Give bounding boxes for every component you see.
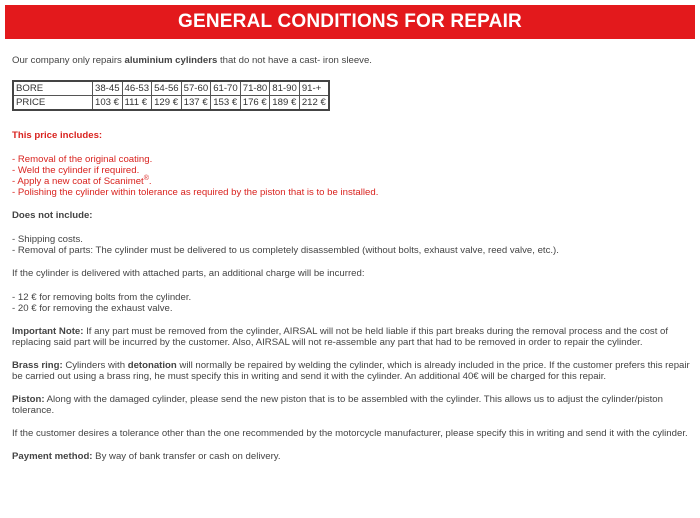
price-cell: 176 € (240, 96, 270, 111)
piston-text: Along with the damaged cylinder, please send the new piston that is to be assembled with the cylinder. This allows us to adjust the cylinder/piston tolerance. (12, 394, 663, 416)
brass-ring-text: Cylinders with (62, 360, 128, 371)
price-cell: 129 € (152, 96, 182, 111)
intro-text: Our company only repairs (12, 55, 125, 66)
price-label: PRICE (13, 96, 93, 111)
piston-label: Piston: (12, 394, 45, 405)
includes-list (12, 154, 692, 198)
bore-cell: 81-90 (270, 81, 300, 96)
attached-item: - 20 € for removing the exhaust valve. (12, 303, 173, 314)
brass-ring-label: Brass ring: (12, 360, 63, 371)
piston-note (12, 394, 692, 416)
price-cell: 153 € (211, 96, 241, 111)
intro-text-end: that do not have a cast- iron sleeve. (217, 55, 372, 66)
bore-cell: 91-+ (299, 81, 329, 96)
includes-item (12, 176, 692, 187)
payment-text: By way of bank transfer or cash on delivery. (92, 451, 281, 462)
price-row (13, 96, 329, 111)
important-note-label: Important Note: (12, 326, 84, 337)
attached-item: - 12 € for removing bolts from the cylinder. (12, 292, 192, 303)
includes-item: - Removal of the original coating. (12, 154, 153, 165)
includes-item: - Polishing the cylinder within tolerance as required by the piston that is to be installed. (12, 187, 379, 198)
intro-bold: aluminium cylinders (124, 55, 218, 66)
price-cell: 111 € (122, 96, 152, 111)
brass-ring-note (12, 360, 692, 382)
bore-row (13, 81, 329, 96)
tolerance-note: If the customer desires a tolerance other than the one recommended by the motorcycle manufacturer, please specify this in writing and send it with the cylinder. (12, 428, 688, 439)
price-cell: 212 € (299, 96, 329, 111)
includes-item-text: - Apply a new coat of Scanimet (12, 176, 144, 187)
excludes-item: - Shipping costs. (12, 234, 83, 245)
brass-ring-text-end: will normally be repaired by welding the cylinder, which is already included in the price. If the customer prefers this repair be carried out using a brass ring, he must specify this in writing and send it with the cylinder. An additional 40€ will be charged for this repair. (12, 360, 690, 382)
includes-title: This price includes: (12, 130, 103, 141)
excludes-title: Does not include: (12, 210, 93, 221)
intro-paragraph (12, 55, 692, 66)
bore-cell: 46-53 (122, 81, 152, 96)
bore-cell: 38-45 (93, 81, 123, 96)
payment-note (12, 451, 692, 462)
includes-item: - Weld the cylinder if required. (12, 165, 140, 176)
important-note-text: If any part must be removed from the cylinder, AIRSAL will not be held liable if this part breaks during the removal process and the cost of replacing said part will be incurred by the customer. Also, AIRSAL will not re-assemble any part that had to be removed in order to repair the cylinder. (12, 326, 669, 348)
registered-mark: ® (143, 174, 149, 182)
conditions-content (12, 55, 692, 462)
price-cell: 189 € (270, 96, 300, 111)
price-cell: 103 € (93, 96, 123, 111)
bore-cell: 71-80 (240, 81, 270, 96)
excludes-item: - Removal of parts: The cylinder must be delivered to us completely disassembled (without bolts, exhaust valve, reed valve, etc.). (12, 245, 559, 256)
page-title-banner (5, 5, 695, 39)
price-table (12, 80, 330, 111)
brass-ring-bold: detonation (127, 360, 177, 371)
bore-label: BORE (13, 81, 93, 96)
attached-parts-text: If the cylinder is delivered with attached parts, an additional charge will be incurred: (12, 268, 365, 279)
bore-cell: 54-56 (152, 81, 182, 96)
bore-cell: 61-70 (211, 81, 241, 96)
price-cell: 137 € (181, 96, 211, 111)
bore-cell: 57-60 (181, 81, 211, 96)
page-title: GENERAL CONDITIONS FOR REPAIR (178, 11, 522, 32)
includes-item-end: . (148, 176, 152, 187)
important-note (12, 326, 692, 348)
payment-label: Payment method: (12, 451, 93, 462)
